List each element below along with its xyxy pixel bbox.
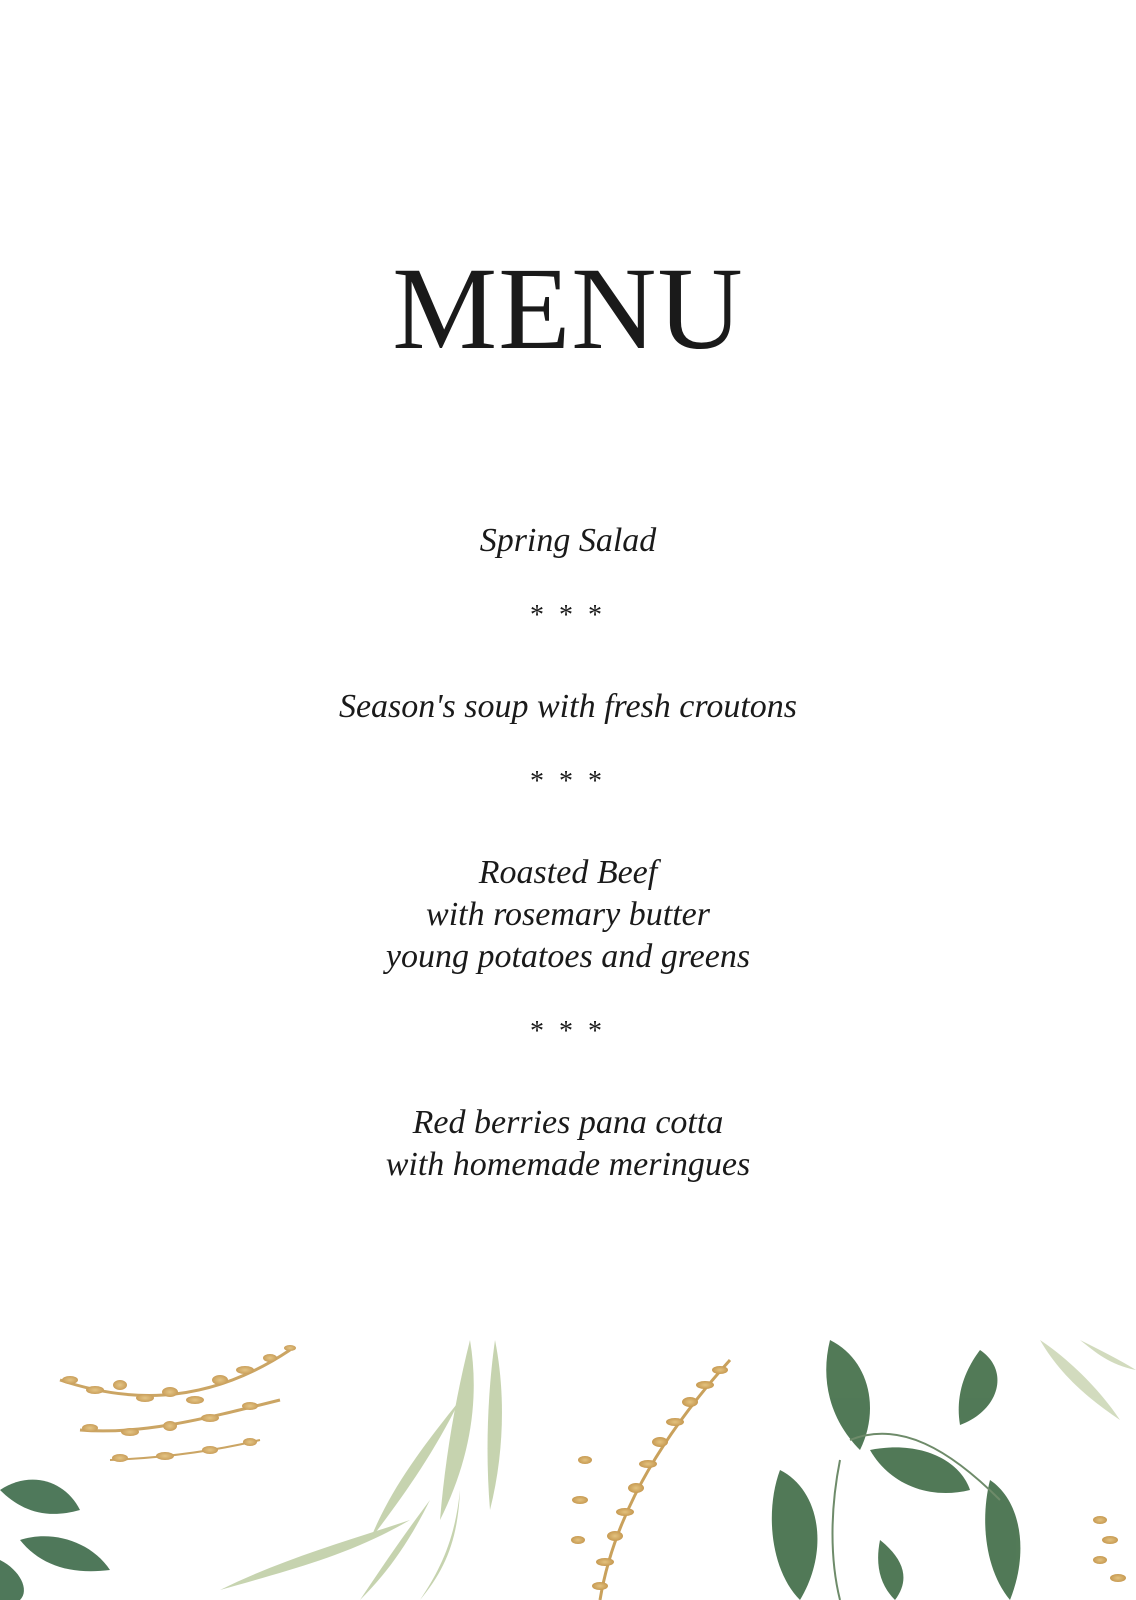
gold-sprig-right [1093,1516,1126,1582]
willow-leaves [220,1340,502,1600]
green-leaves-right [772,1340,1021,1600]
gold-sprig-left [60,1345,296,1462]
course-line: Season's soup with fresh croutons [338,688,798,725]
course-separator: * * * [530,600,606,631]
course-separator: * * * [530,766,606,797]
gold-sprig-center [571,1360,730,1600]
pale-leaves-right [1040,1340,1136,1420]
menu-title: MENU [392,243,744,374]
course-item [0,686,1136,728]
green-leaves-left [0,1480,110,1600]
course-item [0,1102,1136,1186]
course-line: young potatoes and greens [385,938,751,975]
course-line: Spring Salad [479,522,657,559]
course-item [0,852,1136,978]
course-line: with homemade meringues [385,1146,751,1183]
course-line: with rosemary butter [426,896,710,933]
course-separator: * * * [530,1016,606,1047]
course-line: Red berries pana cotta [412,1104,724,1141]
course-line: Roasted Beef [478,854,658,891]
botanical-illustration [0,1340,1136,1600]
course-item [0,520,1136,562]
